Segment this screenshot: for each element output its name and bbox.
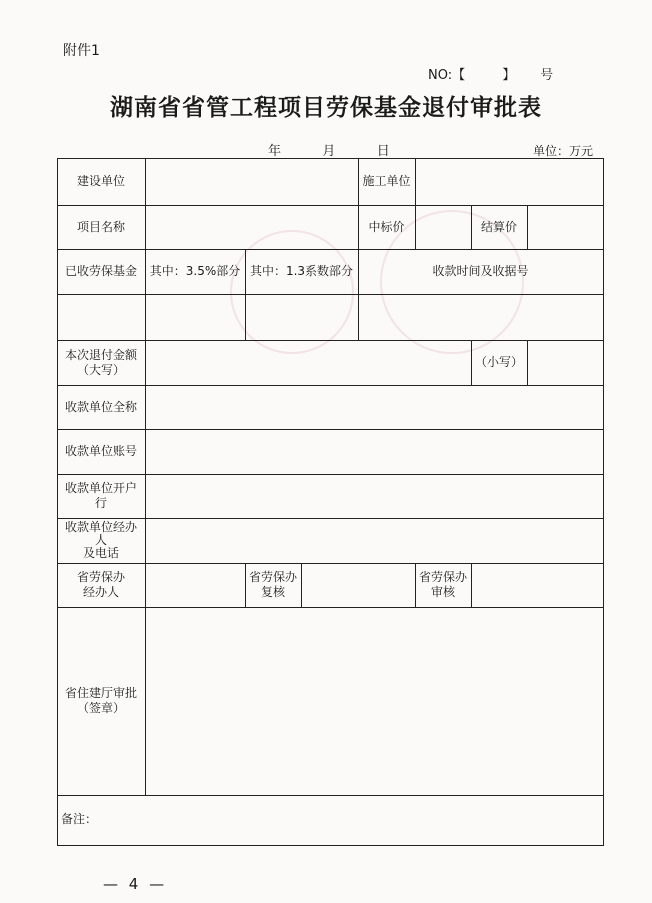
- office-review-label-line1: 省劳保办: [248, 570, 297, 584]
- received-fund-label: 已收劳保基金: [64, 264, 137, 278]
- payee-bank-field[interactable]: [145, 474, 603, 518]
- settlement-price-field[interactable]: [527, 205, 603, 249]
- part-13-label: 其中：1.3系数部分: [249, 264, 354, 278]
- payee-handler-label-line3: 及电话: [82, 546, 119, 560]
- dept-approve-label-line2: （签章）: [76, 701, 125, 715]
- refund-amount-label-line2: （大写）: [76, 362, 125, 377]
- serial-mark: 号: [540, 68, 554, 83]
- office-approve-field[interactable]: [471, 563, 603, 607]
- office-review-field[interactable]: [301, 563, 415, 607]
- settlement-price-label: 结算价: [480, 219, 517, 234]
- date-line: [268, 140, 390, 159]
- date-day-label: 日: [376, 144, 390, 159]
- date-month-label: 月: [322, 144, 336, 159]
- part-35-label: 其中：3.5%部分: [149, 264, 241, 278]
- serial-suffix: 】: [502, 68, 516, 83]
- project-name-field[interactable]: [145, 205, 358, 249]
- received-fund-field[interactable]: [57, 294, 145, 340]
- dept-approve-label: [57, 607, 145, 795]
- construction-unit-field[interactable]: [145, 158, 358, 205]
- remarks-label: 备注：: [61, 812, 98, 826]
- office-approve-label: [415, 563, 471, 607]
- payee-handler-field[interactable]: [145, 518, 603, 563]
- payee-handler-label-line2: 人: [94, 533, 107, 547]
- page-number: — 4 —: [103, 875, 168, 893]
- payee-account-label: 收款单位账号: [64, 444, 137, 458]
- payee-account-field[interactable]: [145, 429, 603, 474]
- payee-name-field[interactable]: [145, 385, 603, 429]
- refund-amount-label: [57, 340, 145, 385]
- refund-small-label: （小写）: [474, 355, 523, 369]
- dept-approve-field[interactable]: [145, 607, 603, 795]
- payee-name-label: 收款单位全称: [64, 399, 137, 414]
- refund-amount-uppercase-field[interactable]: [145, 340, 471, 385]
- refund-amount-label-line1: 本次退付金额: [64, 347, 137, 362]
- office-review-label-line2: 复核: [260, 585, 285, 599]
- contractor-unit-field[interactable]: [415, 158, 603, 205]
- office-handler-label-line1: 省劳保办: [76, 570, 125, 584]
- office-handler-label: [57, 563, 145, 607]
- remarks-field[interactable]: [137, 795, 603, 844]
- payee-handler-label-line1: 收款单位经办: [64, 520, 137, 534]
- office-approve-label-line2: 审核: [430, 585, 455, 599]
- contractor-unit-label: 施工单位: [362, 174, 411, 188]
- office-handler-label-line2: 经办人: [82, 585, 119, 599]
- serial-number: [428, 64, 553, 83]
- project-name-label: 项目名称: [76, 219, 125, 234]
- receipt-time-label: 收款时间及收据号: [432, 264, 529, 278]
- approval-form-table: [57, 158, 604, 846]
- page-title: 湖南省省管工程项目劳保基金退付审批表: [110, 94, 542, 121]
- date-year-label: 年: [268, 144, 282, 159]
- payee-bank-label-line1: 收款单位开户: [64, 481, 137, 495]
- dept-approve-label-line1: 省住建厅审批: [64, 686, 137, 700]
- refund-small-field[interactable]: [527, 340, 603, 385]
- office-handler-field[interactable]: [145, 563, 245, 607]
- part-35-field[interactable]: [145, 294, 245, 340]
- bid-price-label: 中标价: [368, 219, 405, 234]
- office-approve-label-line1: 省劳保办: [418, 570, 467, 584]
- payee-bank-label: [57, 474, 145, 518]
- attachment-label: 附件1: [63, 43, 100, 59]
- part-13-field[interactable]: [245, 294, 358, 340]
- payee-handler-label: [57, 518, 145, 563]
- unit-label: 单位：万元: [533, 144, 594, 158]
- payee-bank-label-line2: 行: [94, 496, 107, 510]
- serial-prefix: NO:【: [428, 68, 466, 83]
- receipt-time-field[interactable]: [358, 294, 603, 340]
- office-review-label: [245, 563, 301, 607]
- bid-price-field[interactable]: [415, 205, 471, 249]
- construction-unit-label: 建设单位: [76, 174, 125, 188]
